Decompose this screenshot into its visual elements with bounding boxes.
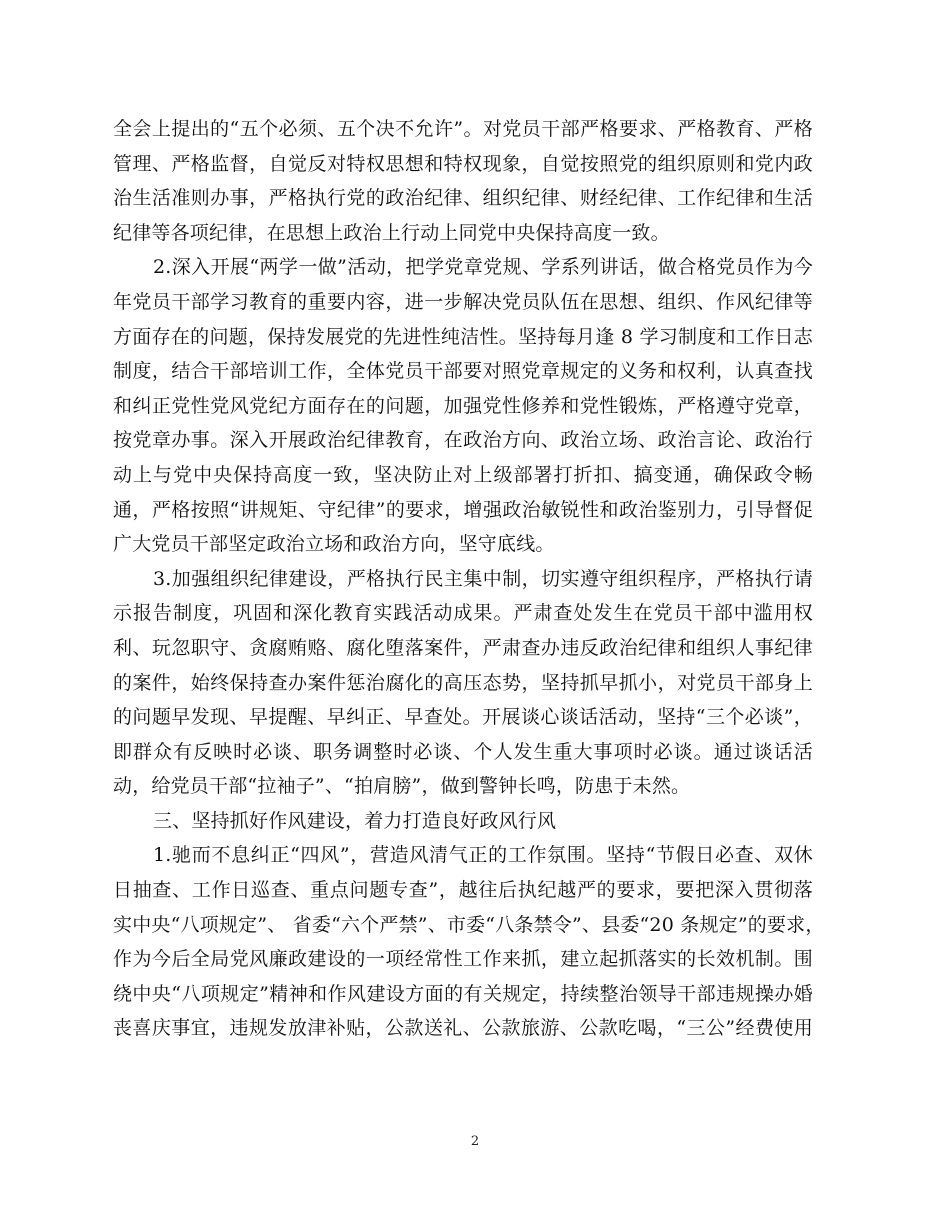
text-line: 年党员干部学习教育的重要内容，进一步解决党员队伍在思想、组织、作风纪律等 xyxy=(113,290,813,313)
text-line: 即群众有反映时必谈、职务调整时必谈、个人发生重大事项时必谈。通过谈话活 xyxy=(113,740,813,763)
text-line: 1.驰而不息纠正“四风”，营造风清气正的工作氛围。坚持“节假日必查、双休 xyxy=(153,844,813,867)
text-line: 制度，结合干部培训工作，全体党员干部要对照党章规定的义务和权利，认真查找 xyxy=(113,360,813,383)
document-body xyxy=(113,112,825,1046)
text-line: 动，给党员干部“拉袖子”、“拍肩膀”，做到警钟长鸣，防患于未然。 xyxy=(113,775,691,798)
text-line: 的案件，始终保持查办案件惩治腐化的高压态势，坚持抓早抓小，对党员干部身上 xyxy=(113,671,813,694)
text-line: 3.加强组织纪律建设，严格执行民主集中制，切实遵守组织程序，严格执行请 xyxy=(153,567,813,590)
text-line: 实中央“八项规定”、 省委“六个严禁”、市委“八条禁令”、县委“20 条规定”的要求， xyxy=(113,913,825,936)
text-line: 日抽查、工作日巡查、重点问题专查”，越往后执纪越严的要求，要把深入贯彻落 xyxy=(113,879,813,902)
text-line: 三、坚持抓好作风建设，着力打造良好政风行风 xyxy=(153,809,557,832)
text-line: 按党章办事。深入开展政治纪律教育，在政治方向、政治立场、政治言论、政治行 xyxy=(113,429,813,452)
text-line: 全会上提出的“五个必须、五个决不允许”。对党员干部严格要求、严格教育、严格 xyxy=(113,118,813,140)
text-line: 和纠正党性党风党纪方面存在的问题，加强党性修养和党性锻炼，严格遵守党章， xyxy=(113,394,813,417)
text-line: 广大党员干部坚定政治立场和政治方向，坚守底线。 xyxy=(113,533,555,556)
text-line: 纪律等各项纪律，在思想上政治上行动上同党中央保持高度一致。 xyxy=(113,221,670,244)
text-line: 通，严格按照“讲规矩、守纪律”的要求，增强政治敏锐性和政治鉴别力，引导督促 xyxy=(113,498,813,521)
text-line: 管理、严格监督，自觉反对特权思想和特权现象，自觉按照党的组织原则和党内政 xyxy=(113,152,813,175)
text-line: 丧喜庆事宜，违规发放津补贴，公款送礼、公款旅游、公款吃喝，“三公”经费使用 xyxy=(113,1017,813,1040)
text-line: 方面存在的问题，保持发展党的先进性纯洁性。坚持每月逢 8 学习制度和工作日志 xyxy=(113,325,813,348)
text-line: 示报告制度，巩固和深化教育实践活动成果。严肃查处发生在党员干部中滥用权 xyxy=(113,602,813,625)
text-line: 治生活准则办事，严格执行党的政治纪律、组织纪律、财经纪律、工作纪律和生活 xyxy=(113,187,813,210)
text-line: 绕中央“八项规定”精神和作风建设方面的有关规定，持续整治领导干部违规操办婚 xyxy=(113,982,813,1005)
text-line: 2.深入开展“两学一做”活动，把学党章党规、学系列讲话，做合格党员作为今 xyxy=(153,256,813,279)
text-line: 利、玩忽职守、贪腐贿赂、腐化堕落案件，严肃查办违反政治纪律和组织人事纪律 xyxy=(113,636,813,659)
text-line: 作为今后全局党风廉政建设的一项经常性工作来抓，建立起抓落实的长效机制。围 xyxy=(113,948,813,971)
page-number: 2 xyxy=(470,1134,480,1149)
text-line: 的问题早发现、早提醒、早纠正、早查处。开展谈心谈话活动，坚持“三个必谈”， xyxy=(113,706,813,729)
text-line: 动上与党中央保持高度一致，坚决防止对上级部署打折扣、搞变通，确保政令畅 xyxy=(113,463,813,486)
